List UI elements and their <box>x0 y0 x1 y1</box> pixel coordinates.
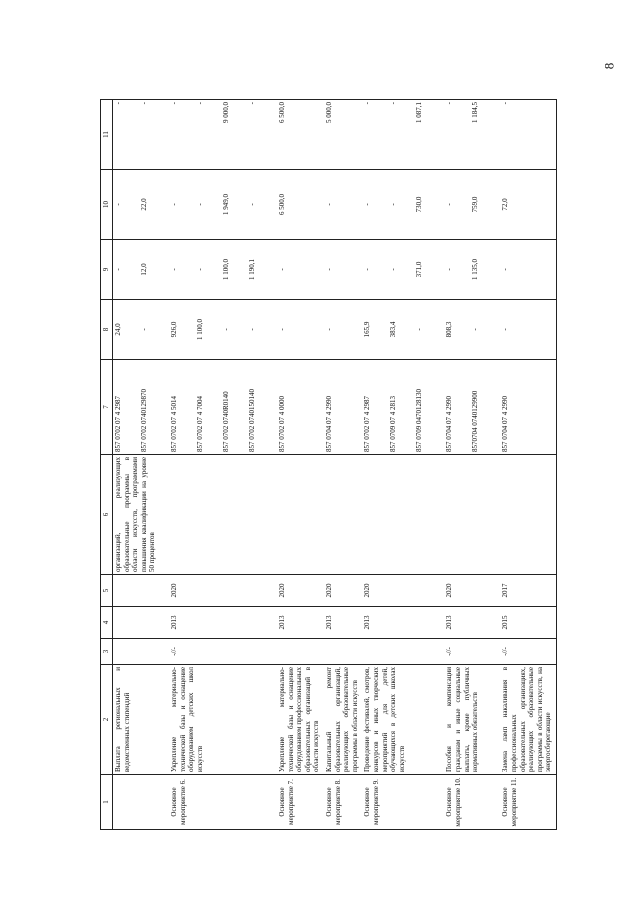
cell-col-1: Основное мероприятие 8. <box>324 775 362 830</box>
column-header: 7 <box>101 360 113 455</box>
cell-col-1: Основное мероприятие 10. <box>444 775 500 830</box>
cell-col-7 <box>169 360 277 455</box>
cell-value: - <box>363 102 372 105</box>
cell-col-9 <box>169 240 277 300</box>
cell-value: 857 0702 07 4 7004 <box>196 396 204 452</box>
cell-value: 857 0704 07 4 2990 <box>445 396 454 452</box>
cell-value: - <box>324 203 333 206</box>
cell-col-1: Основное мероприятие 9. <box>362 775 444 830</box>
table-body <box>113 100 557 830</box>
column-header: 3 <box>101 639 113 665</box>
cell-value: 857 0702 07 4 5014 <box>170 396 178 452</box>
cell-value: 1 135,0 <box>471 259 480 280</box>
cell-col-10 <box>444 170 500 240</box>
cell-value: - <box>222 328 230 331</box>
cell-value: - <box>415 328 424 331</box>
cell-value: - <box>363 203 372 206</box>
cell-value: 857 0702 0740129870 <box>140 389 148 452</box>
cell-col-4: 2013 <box>277 607 324 639</box>
cell-col-6 <box>277 455 324 575</box>
cell-col-4 <box>113 607 170 639</box>
cell-col-2: Выплата региональных и ведомственных стипендий <box>113 665 170 775</box>
cell-col-3: -//- <box>444 639 500 665</box>
cell-col-3 <box>113 639 170 665</box>
cell-value: 371,0 <box>415 261 424 278</box>
cell-col-8 <box>169 300 277 360</box>
cell-col-6 <box>444 455 500 575</box>
cell-value: - <box>324 328 333 331</box>
cell-col-6 <box>169 455 277 575</box>
cell-value: - <box>114 203 122 206</box>
cell-col-10 <box>324 170 362 240</box>
cell-col-11 <box>277 100 324 170</box>
cell-value: 1 100,0 <box>196 319 204 340</box>
cell-value: 857 0702 0740150140 <box>248 389 256 452</box>
cell-col-3 <box>324 639 362 665</box>
cell-value: 1 949,0 <box>222 194 230 215</box>
cell-value: - <box>278 328 286 331</box>
cell-value: - <box>389 203 398 206</box>
column-header: 1 <box>101 775 113 830</box>
cell-value: 72,0 <box>501 198 510 211</box>
cell-value: - <box>170 203 178 206</box>
cell-col-10 <box>500 170 556 240</box>
cell-value: - <box>363 268 372 271</box>
cell-col-7 <box>362 360 444 455</box>
cell-col-4: 2015 <box>500 607 556 639</box>
cell-col-8 <box>277 300 324 360</box>
cell-value: - <box>501 268 510 271</box>
cell-value: - <box>445 203 454 206</box>
cell-value: 926,0 <box>170 321 178 338</box>
cell-col-7 <box>324 360 362 455</box>
cell-col-3: -//- <box>500 639 556 665</box>
cell-value: 1 190,1 <box>248 259 256 280</box>
cell-value: 857 0704 07 4 2990 <box>501 396 510 452</box>
cell-value: - <box>501 328 510 331</box>
cell-col-3 <box>362 639 444 665</box>
cell-col-3 <box>277 639 324 665</box>
table-row <box>444 100 500 830</box>
cell-col-11 <box>113 100 170 170</box>
cell-value: - <box>170 268 178 271</box>
cell-col-9 <box>324 240 362 300</box>
cell-col-5: 2017 <box>500 575 556 607</box>
cell-value: - <box>445 268 454 271</box>
table-row <box>500 100 556 830</box>
cell-col-1 <box>113 775 170 830</box>
cell-value: 9 000,0 <box>222 102 230 123</box>
cell-col-4: 2013 <box>362 607 444 639</box>
cell-col-6 <box>362 455 444 575</box>
cell-value: - <box>248 102 256 105</box>
column-header: 4 <box>101 607 113 639</box>
column-header: 6 <box>101 455 113 575</box>
cell-value: - <box>140 102 148 105</box>
cell-col-9 <box>362 240 444 300</box>
cell-value: 808,3 <box>445 321 454 338</box>
cell-value: - <box>248 328 256 331</box>
cell-value: - <box>278 268 286 271</box>
cell-col-11 <box>324 100 362 170</box>
cell-col-9 <box>277 240 324 300</box>
cell-col-7 <box>277 360 324 455</box>
funding-table <box>100 99 557 830</box>
cell-value: 759,0 <box>471 196 480 213</box>
cell-col-5: 2020 <box>444 575 500 607</box>
table-row <box>277 100 324 830</box>
cell-value: - <box>196 203 204 206</box>
column-header: 10 <box>101 170 113 240</box>
cell-value: 857 0702 07 4 2987 <box>114 396 122 452</box>
column-header: 2 <box>101 665 113 775</box>
cell-col-10 <box>113 170 170 240</box>
rotated-table-container <box>100 100 553 830</box>
column-header: 8 <box>101 300 113 360</box>
cell-value: - <box>324 268 333 271</box>
cell-col-5: 2020 <box>324 575 362 607</box>
cell-col-1: Основное мероприятие 6. <box>169 775 277 830</box>
cell-value: 22,0 <box>140 198 148 211</box>
cell-col-11 <box>444 100 500 170</box>
cell-col-2: Капитальный ремонт образовательных организаций, реализующих образовательные программы в области искусств <box>324 665 362 775</box>
cell-value: 12,0 <box>140 263 148 276</box>
cell-col-7 <box>113 360 170 455</box>
cell-value: - <box>140 328 148 331</box>
cell-col-2: Замена ламп накаливания в профессиональных образовательных организациях, реализующих образовательные программы в области искусств, на энергосберегающие <box>500 665 556 775</box>
cell-col-11 <box>500 100 556 170</box>
cell-value: - <box>501 102 510 105</box>
cell-col-2: Укрепление материально-технической базы и оснащение оборудованием профессиональных образовательных организаций в области искусств <box>277 665 324 775</box>
cell-value: - <box>389 102 398 105</box>
cell-value: 5 000,0 <box>324 102 333 123</box>
page-number: 8 <box>601 62 617 70</box>
column-header: 11 <box>101 100 113 170</box>
cell-value: 24,0 <box>114 323 122 336</box>
cell-col-10 <box>362 170 444 240</box>
cell-col-8 <box>324 300 362 360</box>
cell-col-8 <box>500 300 556 360</box>
cell-col-5: 2020 <box>277 575 324 607</box>
column-header: 5 <box>101 575 113 607</box>
cell-value: 857 0702 07 4 2987 <box>363 396 372 452</box>
cell-col-10 <box>169 170 277 240</box>
cell-value: - <box>196 102 204 105</box>
cell-col-8 <box>444 300 500 360</box>
cell-col-5: 2020 <box>362 575 444 607</box>
table-row <box>362 100 444 830</box>
cell-col-7 <box>444 360 500 455</box>
cell-value: 857 0704 07 4 2990 <box>324 396 333 452</box>
cell-col-9 <box>113 240 170 300</box>
cell-value: - <box>196 268 204 271</box>
cell-value: 1 184,5 <box>471 102 480 123</box>
cell-col-9 <box>444 240 500 300</box>
cell-col-6 <box>324 455 362 575</box>
cell-col-7 <box>500 360 556 455</box>
cell-value: - <box>445 102 454 105</box>
cell-value: - <box>471 328 480 331</box>
cell-col-4: 2013 <box>444 607 500 639</box>
cell-value: - <box>114 102 122 105</box>
cell-value: 857 0709 0470128130 <box>415 389 424 452</box>
cell-col-8 <box>362 300 444 360</box>
cell-value: 857 0702 07 4 0000 <box>278 396 286 452</box>
cell-value: 6 500,0 <box>278 194 286 215</box>
cell-col-4: 2013 <box>169 607 277 639</box>
cell-col-10 <box>277 170 324 240</box>
cell-col-6: организаций, реализующих образовательные программы в области искусств, программами повышения квалификации на уровне 50 процентов <box>113 455 170 575</box>
column-number-header <box>101 100 113 830</box>
cell-col-5: 2020 <box>169 575 277 607</box>
cell-value: - <box>114 268 122 271</box>
table-row <box>324 100 362 830</box>
cell-value: 857 0709 07 4 2813 <box>389 396 398 452</box>
cell-col-4: 2013 <box>324 607 362 639</box>
cell-col-8 <box>113 300 170 360</box>
cell-value: 8570704 0740129900 <box>471 390 480 452</box>
cell-value: 6 500,0 <box>278 102 286 123</box>
cell-col-5 <box>113 575 170 607</box>
column-header: 9 <box>101 240 113 300</box>
cell-col-2: Проведение фестивалей, смотров, конкурсов и иных творческих мероприятий для детей, обучающихся в детских школах искусств <box>362 665 444 775</box>
cell-col-2: Укрепление материально-технической базы и оснащение оборудованием детских школ искусств <box>169 665 277 775</box>
cell-value: - <box>248 203 256 206</box>
table-row <box>169 100 277 830</box>
cell-value: - <box>170 102 178 105</box>
cell-value: 730,0 <box>415 196 424 213</box>
cell-value: 1 087,1 <box>415 102 424 123</box>
cell-col-3: -//- <box>169 639 277 665</box>
cell-col-11 <box>169 100 277 170</box>
cell-col-9 <box>500 240 556 300</box>
cell-value: - <box>389 268 398 271</box>
cell-value: 383,4 <box>389 321 398 338</box>
cell-value: 165,9 <box>363 321 372 338</box>
cell-col-2: Пособия и компенсации гражданам и иные социальные выплаты, кроме публичных нормативных обязательств <box>444 665 500 775</box>
cell-col-1: Основное мероприятие 11. <box>500 775 556 830</box>
table-row <box>113 100 170 830</box>
cell-value: 857 0702 0740R0140 <box>222 391 230 452</box>
cell-col-6 <box>500 455 556 575</box>
cell-col-11 <box>362 100 444 170</box>
cell-value: 1 100,0 <box>222 259 230 280</box>
cell-col-1: Основное мероприятие 7. <box>277 775 324 830</box>
